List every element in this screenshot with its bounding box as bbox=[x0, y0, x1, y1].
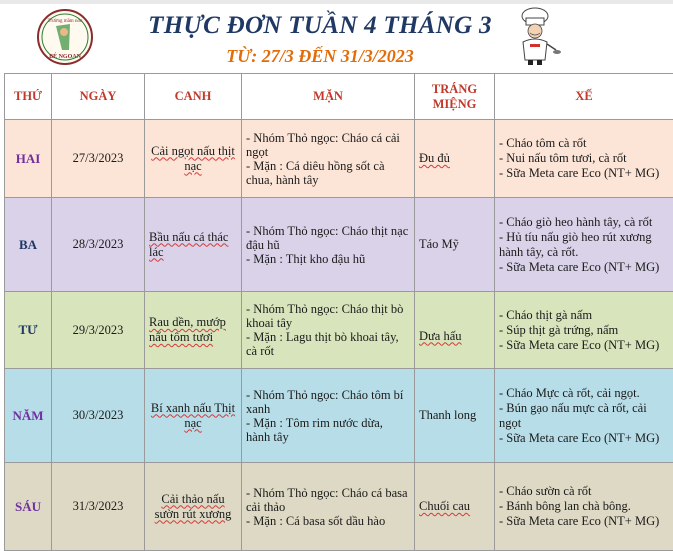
dessert-cell bbox=[415, 120, 495, 198]
main-cell bbox=[242, 369, 415, 463]
page-subtitle: TỪ: 27/3 ĐẾN 31/3/2023 bbox=[100, 46, 540, 67]
table-row bbox=[5, 463, 673, 551]
dessert-text: Chuối cau bbox=[419, 499, 470, 513]
side-cell bbox=[495, 120, 673, 198]
main-line: - Mặn : Cá diêu hồng sốt cà chua, hành tây bbox=[246, 159, 410, 187]
soup-text: Cải ngọt nấu thịt nạc bbox=[151, 144, 235, 173]
soup-text: Bí xanh nấu Thịt nạc bbox=[151, 401, 235, 430]
side-line: - Sữa Meta care Eco (NT+ MG) bbox=[499, 166, 669, 181]
side-line: - Bún gạo nấu mực cà rốt, cải ngọt bbox=[499, 401, 669, 431]
col-header-side: XẾ bbox=[495, 74, 673, 120]
main-line: - Nhóm Thỏ ngọc: Cháo cá cải ngọt bbox=[246, 131, 410, 159]
main-line: - Mặn : Thịt kho đậu hũ bbox=[246, 252, 410, 266]
day-cell: BA bbox=[5, 198, 52, 292]
dessert-text: Thanh long bbox=[419, 408, 476, 422]
side-line: - Cháo Mực cà rốt, cải ngọt. bbox=[499, 386, 669, 401]
dessert-cell bbox=[415, 198, 495, 292]
soup-cell bbox=[145, 120, 242, 198]
dessert-text: Đu đủ bbox=[419, 151, 450, 165]
col-header-main: MẶN bbox=[242, 74, 415, 120]
table-row bbox=[5, 198, 673, 292]
main-cell bbox=[242, 463, 415, 551]
soup-cell bbox=[145, 198, 242, 292]
side-cell bbox=[495, 292, 673, 369]
main-line: - Mặn : Tôm rim nước dừa, hành tây bbox=[246, 416, 410, 444]
col-header-dessert: TRÁNG MIỆNG bbox=[415, 74, 495, 120]
date-cell: 29/3/2023 bbox=[52, 292, 145, 369]
dessert-cell bbox=[415, 369, 495, 463]
side-line: - Cháo thịt gà nấm bbox=[499, 308, 669, 323]
soup-text: Cải thảo nấu sườn rút xương bbox=[155, 492, 232, 521]
side-line: - Sữa Meta care Eco (NT+ MG) bbox=[499, 338, 669, 353]
soup-text: Rau dền, mướp nấu tôm tươi bbox=[149, 315, 226, 344]
side-line: - Cháo giò heo hành tây, cà rốt bbox=[499, 215, 669, 230]
day-cell: HAI bbox=[5, 120, 52, 198]
school-logo bbox=[36, 8, 94, 66]
side-line: - Súp thịt gà trứng, nấm bbox=[499, 323, 669, 338]
menu-table bbox=[4, 73, 673, 551]
table-header-row bbox=[5, 74, 673, 120]
day-cell: NĂM bbox=[5, 369, 52, 463]
date-cell: 31/3/2023 bbox=[52, 463, 145, 551]
main-line: - Mặn : Cá basa sốt dầu hào bbox=[246, 514, 410, 528]
dessert-text: Dưa hấu bbox=[419, 329, 462, 343]
logo-text-name: BÉ NGOAN bbox=[49, 52, 82, 60]
main-cell bbox=[242, 120, 415, 198]
main-line: - Mặn : Lagu thịt bò khoai tây, cà rốt bbox=[246, 330, 410, 358]
soup-cell bbox=[145, 292, 242, 369]
day-cell: TƯ bbox=[5, 292, 52, 369]
side-line: - Sữa Meta care Eco (NT+ MG) bbox=[499, 514, 669, 529]
side-line: - Cháo tôm cà rốt bbox=[499, 136, 669, 151]
date-cell: 28/3/2023 bbox=[52, 198, 145, 292]
side-line: - Hủ tíu nấu giò heo rút xương hành tây, cà rốt. bbox=[499, 230, 669, 260]
date-cell: 30/3/2023 bbox=[52, 369, 145, 463]
side-line: - Sữa Meta care Eco (NT+ MG) bbox=[499, 260, 669, 275]
side-line: - Cháo sườn cà rốt bbox=[499, 484, 669, 499]
logo-text-top: Trường mầm non bbox=[48, 19, 83, 24]
main-line: - Nhóm Thỏ ngọc: Cháo thịt nạc đậu hũ bbox=[246, 224, 410, 252]
side-cell bbox=[495, 198, 673, 292]
dessert-cell bbox=[415, 463, 495, 551]
soup-cell bbox=[145, 463, 242, 551]
table-row bbox=[5, 292, 673, 369]
table-row bbox=[5, 369, 673, 463]
page-title: THỰC ĐƠN TUẦN 4 THÁNG 3 bbox=[100, 12, 540, 40]
soup-cell bbox=[145, 369, 242, 463]
date-cell: 27/3/2023 bbox=[52, 120, 145, 198]
soup-text: Bầu nấu cá thác lác bbox=[149, 230, 228, 259]
side-line: - Sữa Meta care Eco (NT+ MG) bbox=[499, 431, 669, 446]
main-line: - Nhóm Thỏ ngọc: Cháo thịt bò khoai tây bbox=[246, 302, 410, 330]
main-line: - Nhóm Thỏ ngọc: Cháo tôm bí xanh bbox=[246, 388, 410, 416]
dessert-cell bbox=[415, 292, 495, 369]
main-cell bbox=[242, 198, 415, 292]
table-row bbox=[5, 120, 673, 198]
main-line: - Nhóm Thỏ ngọc: Cháo cá basa cải thảo bbox=[246, 486, 410, 514]
col-header-day: THỨ bbox=[5, 74, 52, 120]
side-line: - Bánh bông lan chà bông. bbox=[499, 499, 669, 514]
side-line: - Nui nấu tôm tươi, cà rốt bbox=[499, 151, 669, 166]
chef-icon bbox=[508, 6, 562, 66]
day-cell: SÁU bbox=[5, 463, 52, 551]
col-header-date: NGÀY bbox=[52, 74, 145, 120]
side-cell bbox=[495, 463, 673, 551]
top-bar bbox=[0, 0, 673, 4]
col-header-soup: CANH bbox=[145, 74, 242, 120]
dessert-text: Táo Mỹ bbox=[419, 237, 459, 251]
side-cell bbox=[495, 369, 673, 463]
main-cell bbox=[242, 292, 415, 369]
